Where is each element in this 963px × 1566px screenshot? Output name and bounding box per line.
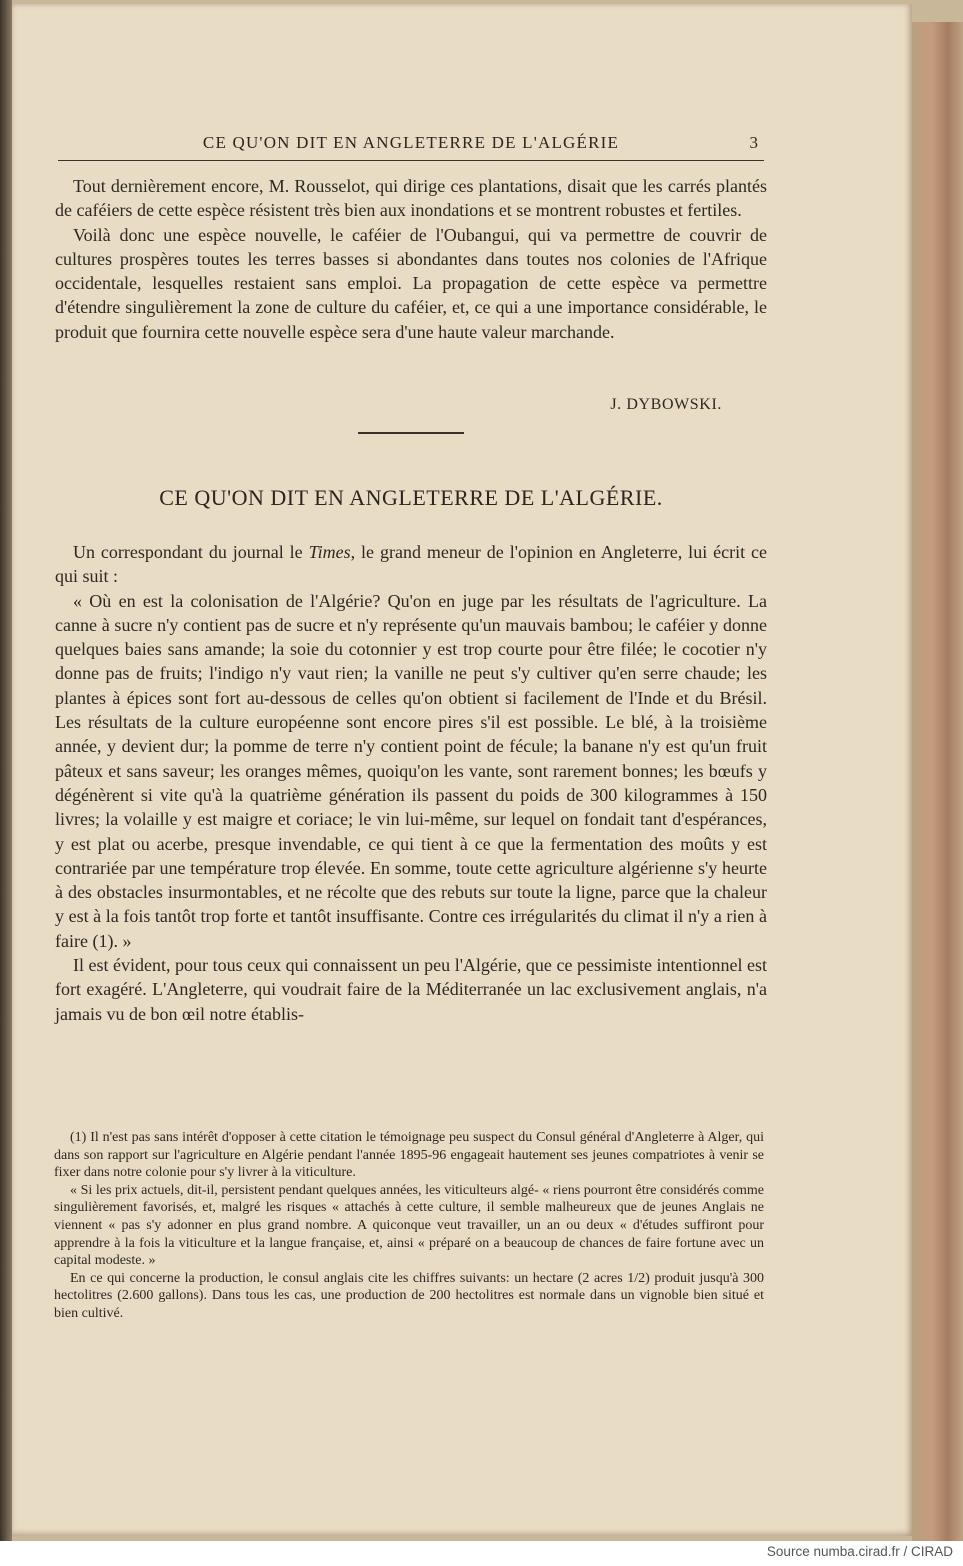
- paragraph: Voilà donc une espèce nouvelle, le caféier de l'Oubangui, qui va permettre de couvrir de cultures prospères toutes les terres basses si abondantes dans toutes nos colonies de l'Afrique occidentale, lesquelles restaient sans emploi. La propagation de cette espèce va permettre d'étendre singulièrement la zone de culture du caféier, et, ce qui a une importance considérable, le produit que fournira cette nouvelle espèce sera d'une haute valeur marchande.: [55, 224, 767, 342]
- page-stack-edge: [912, 22, 963, 1541]
- source-credit: Source numba.cirad.fr / CIRAD: [766, 1544, 953, 1559]
- intro-text-end: , le grand meneur de l'opinion en Angleterre, lui écrit ce qui suit :: [55, 542, 768, 587]
- running-header: [58, 130, 764, 161]
- section-divider: [358, 432, 464, 434]
- quote-paragraph: « Où en est la colonisation de l'Algérie? Qu'on en juge par les résultats de l'agriculture. La canne à sucre n'y contient pas de sucre et n'y représente qu'un mauvais bambou; le caféier y donne quelques baies sans amande; la soie du cotonnier y est trop courte pour être filée; le cocotier n'y donne pas de fruits; l'indigo n'y vaut rien; la vanille ne peut s'y cultiver qu'en serre chaude; les plantes à épices sont fort au-dessous de celles qu'on obtient si facilement de l'Inde et du Brésil. Les résultats de la culture européenne sont encore pires s'il est possible. Le blé, à la troisième année, y devient dur; la pomme de terre n'y contient point de fécule; la banane n'y est qu'un fruit pâteux et sans saveur; les oranges mêmes, quoiqu'on les vante, sont rarement bonnes; les bœufs y dégénèrent si vite qu'à la quatrième génération ils passent du poids de 300 kilogrammes à 150 livres; la volaille y est maigre et coriace; le vin lui-même, sur lequel on fondait tant d'espérances, y est plat ou acerbe, presque invendable, ce qui tient à ce que la fermentation des moûts y est contrariée par une température trop élevée. En somme, toute cette agriculture algérienne s'y heurte à des obstacles insurmontables, et ne récolte que des rebuts sur toute la ligne, parce que la chaleur y est à la fois tantôt trop forte et tantôt insuffisante. Contre ces irrégularités du climat il n'y a rien à faire (1). »: [55, 590, 767, 951]
- journal-name: Times: [308, 542, 351, 562]
- author-signature: J. DYBOWSKI.: [610, 396, 722, 413]
- running-title: CE QU'ON DIT EN ANGLETERRE DE L'ALGÉRIE: [202, 133, 620, 152]
- footnote-quote: « Si les prix actuels, dit-il, persistent pendant quelques années, les viticulteurs algé- « riens pourront être considérés comme singulièrement favorisés, et, malgré les risques « attachés à cette culture, il semble malheureux que de jeunes Anglais ne viennent « pas s'y adonner en plus grand nombre. A quiconque veut travailler, un an ou deux « d'études suffiront pour apprendre à la fois la viticulture et la langue française, et, ainsi « préparé on a beaucoup de chances de faire fortune avec un capital modeste. »: [54, 1182, 764, 1269]
- intro-text: Un correspondant du journal le: [73, 542, 309, 562]
- article-body: [55, 540, 767, 1026]
- page-number: 3: [749, 133, 758, 152]
- commentary-paragraph: Il est évident, pour tous ceux qui connaissent un peu l'Algérie, que ce pessimiste intentionnel est fort exagéré. L'Angleterre, qui voudrait faire de la Méditerranée un lac exclusivement anglais, n'a jamais vu de bon œil notre établis-: [55, 955, 767, 1024]
- footnote-production: En ce qui concerne la production, le consul anglais cite les chiffres suivants: un hectare (2 acres 1/2) produit jusqu'à 300 hectolitres (2.600 gallons). Dans tous les cas, une production de 200 hectolitres est normale dans un vignoble bien situé et bien cultivé.: [54, 1270, 764, 1321]
- intro-paragraph: [55, 540, 767, 589]
- article-title: CE QU'ON DIT EN ANGLETERRE DE L'ALGÉRIE.: [159, 485, 663, 510]
- binding-edge: [0, 0, 12, 1541]
- footnotes: [54, 1129, 764, 1323]
- previous-article-text: [55, 174, 767, 344]
- paragraph: Tout dernièrement encore, M. Rousselot, qui dirige ces plantations, disait que les carrés plantés de caféiers de cette espèce résistent très bien aux inondations et se montrent robustes et fertiles.: [55, 176, 767, 221]
- footnote: (1) Il n'est pas sans intérêt d'opposer à cette citation le témoignage peu suspect du Consul général d'Angleterre à Alger, qui dans son rapport sur l'agriculture en Algérie pendant l'année 1895-96 engageait hautement ses jeunes compatriotes à venir se fixer dans notre colonie pour s'y livrer à la viticulture.: [54, 1130, 764, 1181]
